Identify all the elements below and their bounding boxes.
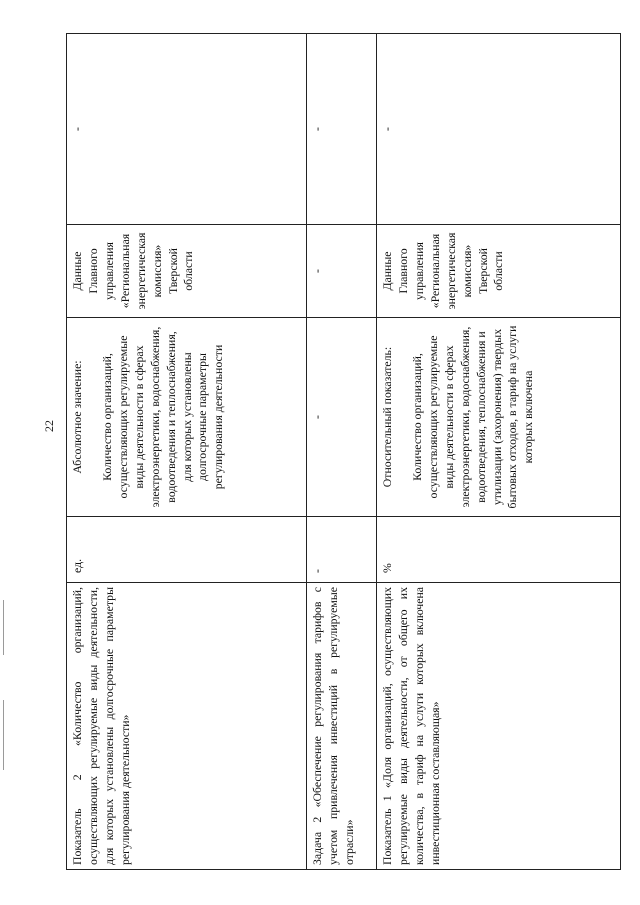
indicator-name-cell: Показатель 1 «Доля организаций, осуществляющих регулируемые виды деятельности, от общего их количества, в тариф на услуги которых включена инвестиционная составляющая» [377,583,621,870]
method-description: Количество организаций, осуществляющих регулируемые виды деятельности в сферах электроэнергетики, водоснабжения, водоотведения, теплоснабжения и утилизации (захоронения) твердых бытовых отходов, в тариф на услуги которых включена [409,325,536,509]
task-name-cell: Задача 2 «Обеспечение регулирования тарифов с учетом привлечения инвестиций в регулируемые отрасли» [307,583,377,870]
unit-cell: ед. [67,517,307,583]
method-cell [307,318,377,517]
table-row [307,34,377,870]
extra-cell: - [307,34,377,225]
rotated-document [66,34,620,870]
method-heading: Относительный показатель: [380,346,394,488]
source-cell: Данные Главного управления «Региональная энергетическая комиссия» Тверской области [377,225,621,318]
scan-edge-mark [3,700,4,770]
extra-cell: - [67,34,307,225]
page-number: 22 [42,420,56,432]
source-cell: - [307,225,377,318]
method-cell [67,318,307,517]
method-cell [377,318,621,517]
table-row [377,34,621,870]
method-description: Количество организаций, осуществляющих регулируемые виды деятельности в сферах электроэнергетики, водоснабжения, водоотведения и теплоснабжения, для которых установлены долгосрочные параметры регулирования деятельности [99,326,226,508]
table-row [67,34,307,870]
unit-cell: - [307,517,377,583]
indicator-name-cell: Показатель 2 «Количество организаций, осуществляющих регулируемые виды деятельности, для которых установлены долгосрочные параметры регулирования деятельности» [67,583,307,870]
extra-cell: - [377,34,621,225]
indicators-table [66,33,621,870]
unit-cell: % [377,517,621,583]
scan-edge-mark [3,600,4,655]
source-cell: Данные Главного управления «Региональная энергетическая комиссия» Тверской области [67,225,307,318]
method-heading: Абсолютное значение: [70,360,84,474]
method-heading: - [310,415,324,419]
